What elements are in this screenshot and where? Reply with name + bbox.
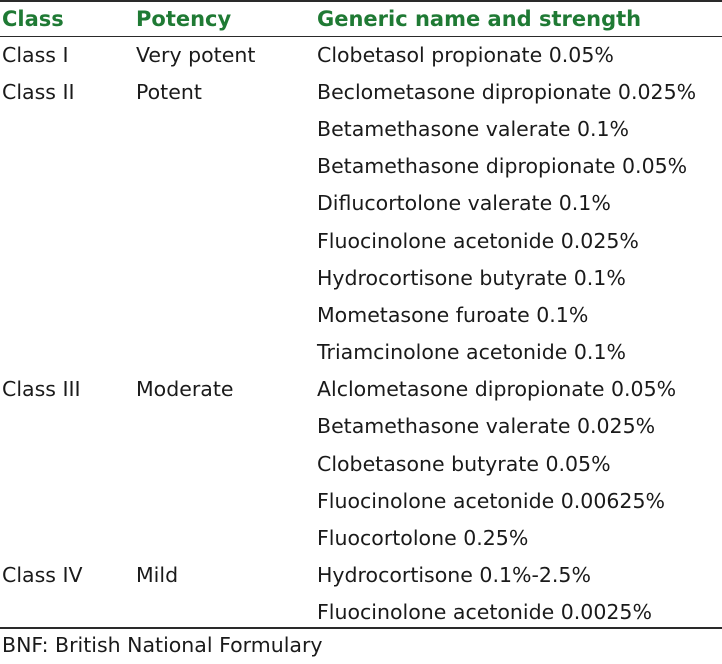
cell-class	[0, 482, 134, 519]
header-generic-name: Generic name and strength	[317, 7, 642, 31]
cell-potency: Mild	[136, 563, 179, 588]
cell-generic-name: Diflucortolone valerate 0.1%	[317, 191, 611, 216]
table-row	[0, 259, 722, 296]
cell-generic-name: Alclometasone dipropionate 0.05%	[317, 377, 677, 402]
cell-potency	[134, 482, 315, 519]
cell-generic-name: Hydrocortisone 0.1%-2.5%	[317, 563, 591, 588]
cell-generic-name: Clobetasone butyrate 0.05%	[317, 451, 611, 476]
cell-potency: Moderate	[136, 377, 234, 402]
header-class: Class	[2, 7, 64, 31]
table-row	[0, 148, 722, 185]
cell-generic-name: Hydrocortisone butyrate 0.1%	[317, 265, 626, 290]
cell-potency	[134, 259, 315, 296]
cell-potency	[134, 334, 315, 371]
cell-generic-name: Betamethasone valerate 0.1%	[317, 116, 630, 141]
table-row	[0, 296, 722, 333]
table-row	[0, 557, 722, 594]
cell-class	[0, 110, 134, 147]
header-potency: Potency	[136, 7, 232, 31]
cell-potency: Potent	[136, 79, 202, 104]
cell-class: Class II	[2, 79, 75, 104]
cell-generic-name: Fluocortolone 0.25%	[317, 526, 529, 551]
cell-class	[0, 334, 134, 371]
table-row	[0, 371, 722, 408]
cell-potency	[134, 222, 315, 259]
cell-generic-name: Fluocinolone acetonide 0.0025%	[317, 600, 652, 625]
cell-generic-name: Beclometasone dipropionate 0.025%	[317, 79, 697, 104]
table-row	[0, 445, 722, 482]
cell-potency	[134, 148, 315, 185]
table-row	[0, 36, 722, 73]
cell-class	[0, 148, 134, 185]
cell-potency	[134, 185, 315, 222]
cell-class	[0, 296, 134, 333]
table-row	[0, 222, 722, 259]
table-row	[0, 73, 722, 110]
cell-class: Class I	[2, 42, 69, 67]
cell-generic-name: Triamcinolone acetonide 0.1%	[317, 340, 626, 365]
cell-class: Class IV	[2, 563, 83, 588]
cell-generic-name: Betamethasone valerate 0.025%	[317, 414, 656, 439]
table-row	[0, 594, 722, 631]
cell-generic-name: Fluocinolone acetonide 0.00625%	[317, 488, 665, 513]
table-row	[0, 334, 722, 371]
cell-potency	[134, 110, 315, 147]
corticosteroid-potency-table	[0, 2, 722, 631]
table-row	[0, 110, 722, 147]
table-footnote: BNF: British National Formulary	[2, 633, 323, 657]
cell-generic-name: Clobetasol propionate 0.05%	[317, 42, 614, 67]
cell-class	[0, 408, 134, 445]
cell-class	[0, 222, 134, 259]
cell-class	[0, 259, 134, 296]
cell-potency	[134, 408, 315, 445]
table-row	[0, 482, 722, 519]
cell-potency	[134, 445, 315, 482]
cell-potency	[134, 296, 315, 333]
cell-generic-name: Betamethasone dipropionate 0.05%	[317, 154, 688, 179]
table-body	[0, 36, 722, 631]
cell-potency	[134, 519, 315, 556]
cell-generic-name: Mometasone furoate 0.1%	[317, 302, 589, 327]
cell-potency	[134, 594, 315, 631]
cell-class: Class III	[2, 377, 81, 402]
table-row	[0, 185, 722, 222]
table-row	[0, 408, 722, 445]
table-header	[0, 2, 722, 36]
table-row	[0, 519, 722, 556]
cell-class	[0, 519, 134, 556]
header-row	[0, 2, 722, 36]
cell-potency: Very potent	[136, 42, 256, 67]
cell-class	[0, 185, 134, 222]
cell-class	[0, 445, 134, 482]
cell-generic-name: Fluocinolone acetonide 0.025%	[317, 228, 639, 253]
cell-class	[0, 594, 134, 631]
